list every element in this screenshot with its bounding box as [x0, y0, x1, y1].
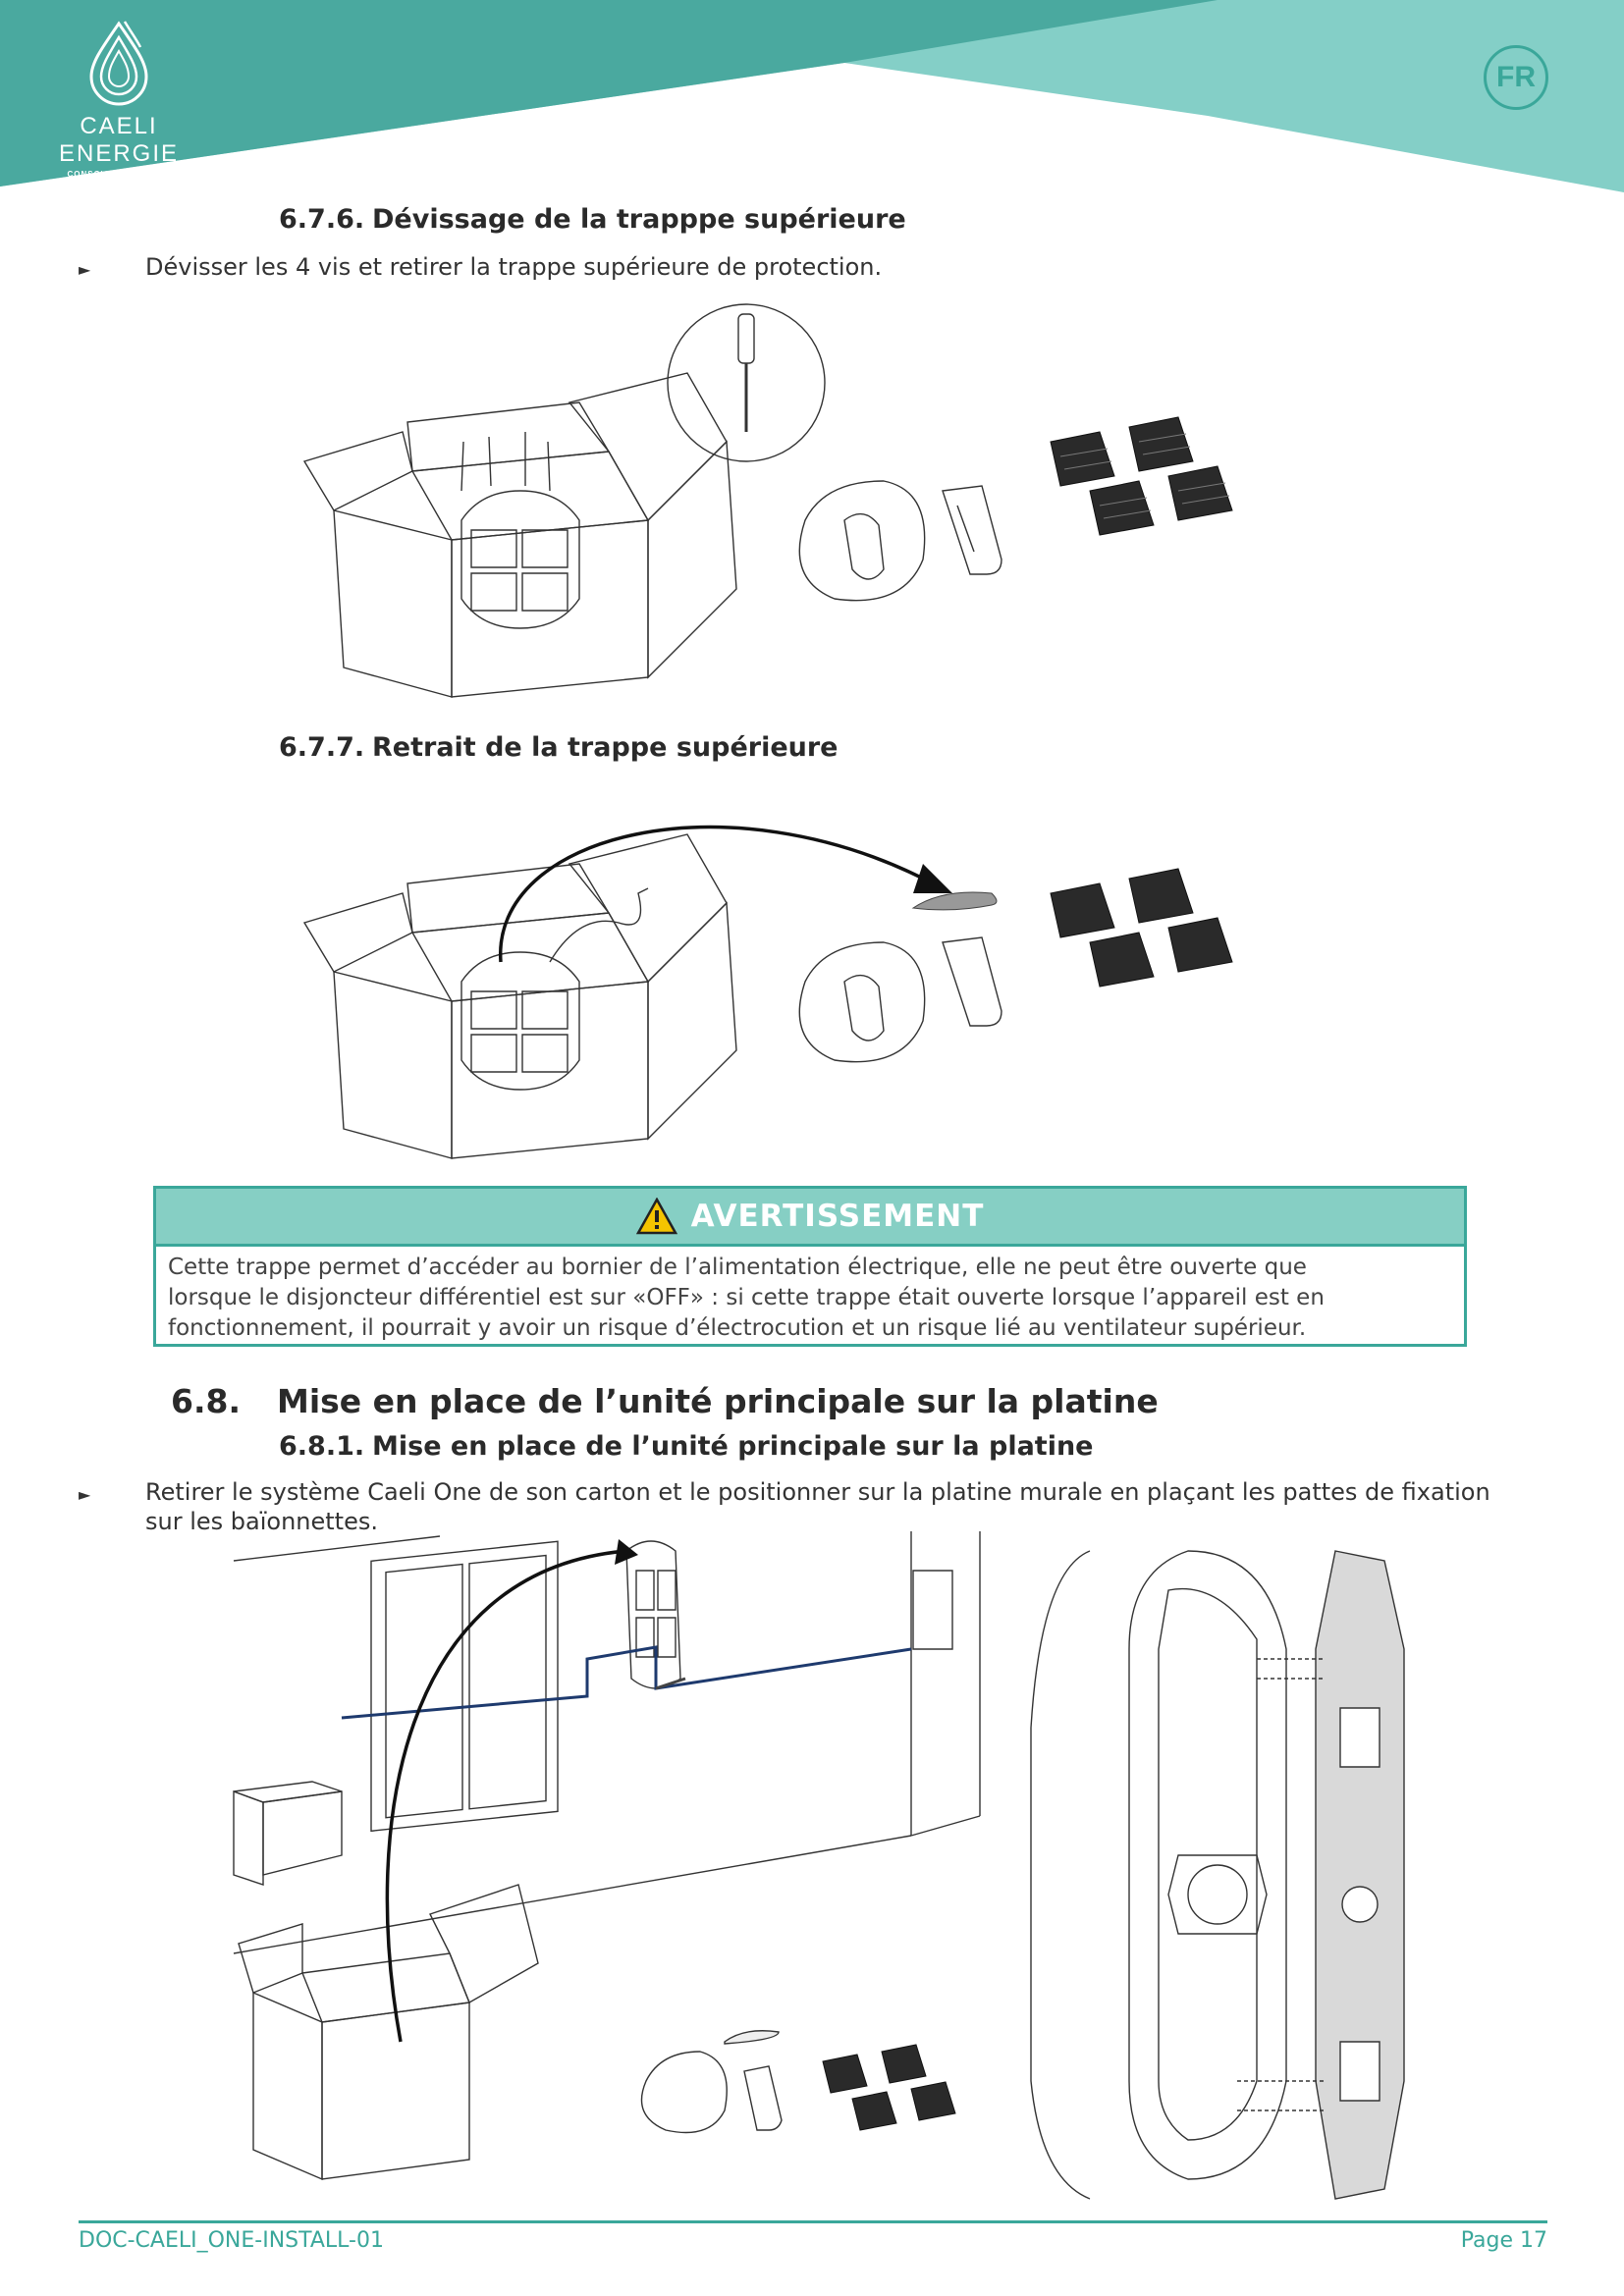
warning-title: AVERTISSEMENT	[690, 1199, 985, 1234]
section-title: Mise en place de l’unité principale sur la platine	[277, 1382, 1159, 1420]
section-heading-677	[279, 732, 839, 763]
warning-line: fonctionnement, il pourrait y avoir un risque d’électrocution et un risque lié au ventilateur supérieur.	[168, 1315, 1307, 1341]
footer-page-number: Page 17	[1460, 2228, 1547, 2253]
header-band	[0, 0, 1624, 196]
bullet-arrow-icon: ►	[79, 1485, 91, 1504]
warning-text	[156, 1247, 1464, 1344]
warning-triangle-icon	[636, 1198, 677, 1235]
bullet-item	[79, 252, 90, 285]
brand-name: CAELI ENERGIE	[58, 113, 180, 167]
section-title: Dévissage de la trapppe supérieure	[372, 204, 906, 235]
bullet-text-676: Dévisser les 4 vis et retirer la trappe supérieure de protection.	[145, 253, 883, 281]
footer-doc-ref: DOC-CAELI_ONE-INSTALL-01	[79, 2228, 384, 2253]
bullet-arrow-icon: ►	[79, 260, 91, 279]
bullet-text-681b: sur les baïonnettes.	[145, 1508, 378, 1535]
footer-divider	[79, 2220, 1547, 2223]
figure-mount-unit-exploded	[1011, 1531, 1453, 2209]
section-number: 6.8.	[171, 1382, 241, 1420]
figure-remove-hatch	[314, 795, 1257, 1178]
warning-line: Cette trappe permet d’accéder au bornier de l’alimentation électrique, elle ne peut être ouverte que	[168, 1255, 1307, 1280]
section-title: Mise en place de l’unité principale sur la platine	[372, 1431, 1094, 1462]
figure-mount-unit-room	[234, 1531, 1009, 2209]
brand-tagline: CONSCIOUS COOLING	[67, 170, 171, 179]
language-badge: FR	[1484, 45, 1548, 110]
section-title: Retrait de la trappe supérieure	[372, 732, 839, 763]
figure-unscrew-hatch	[314, 294, 1257, 717]
company-logo	[16, 18, 222, 179]
bullet-item	[79, 1477, 90, 1510]
warning-line: lorsque le disjoncteur différentiel est sur «OFF» : si cette trappe était ouverte lorsque l’appareil est en	[168, 1285, 1325, 1310]
warning-box	[153, 1186, 1467, 1347]
section-number: 6.7.6.	[279, 204, 365, 235]
warning-header	[156, 1189, 1464, 1247]
bullet-text-681a: Retirer le système Caeli One de son carton et le positionner sur la platine murale en plaçant les pattes de fixation	[145, 1478, 1490, 1506]
section-heading-68	[171, 1382, 1159, 1420]
section-number: 6.8.1.	[279, 1431, 365, 1462]
section-heading-681	[279, 1431, 1094, 1462]
logo-droplet-icon	[80, 18, 158, 106]
section-heading-676	[279, 204, 906, 235]
section-number: 6.7.7.	[279, 732, 365, 763]
